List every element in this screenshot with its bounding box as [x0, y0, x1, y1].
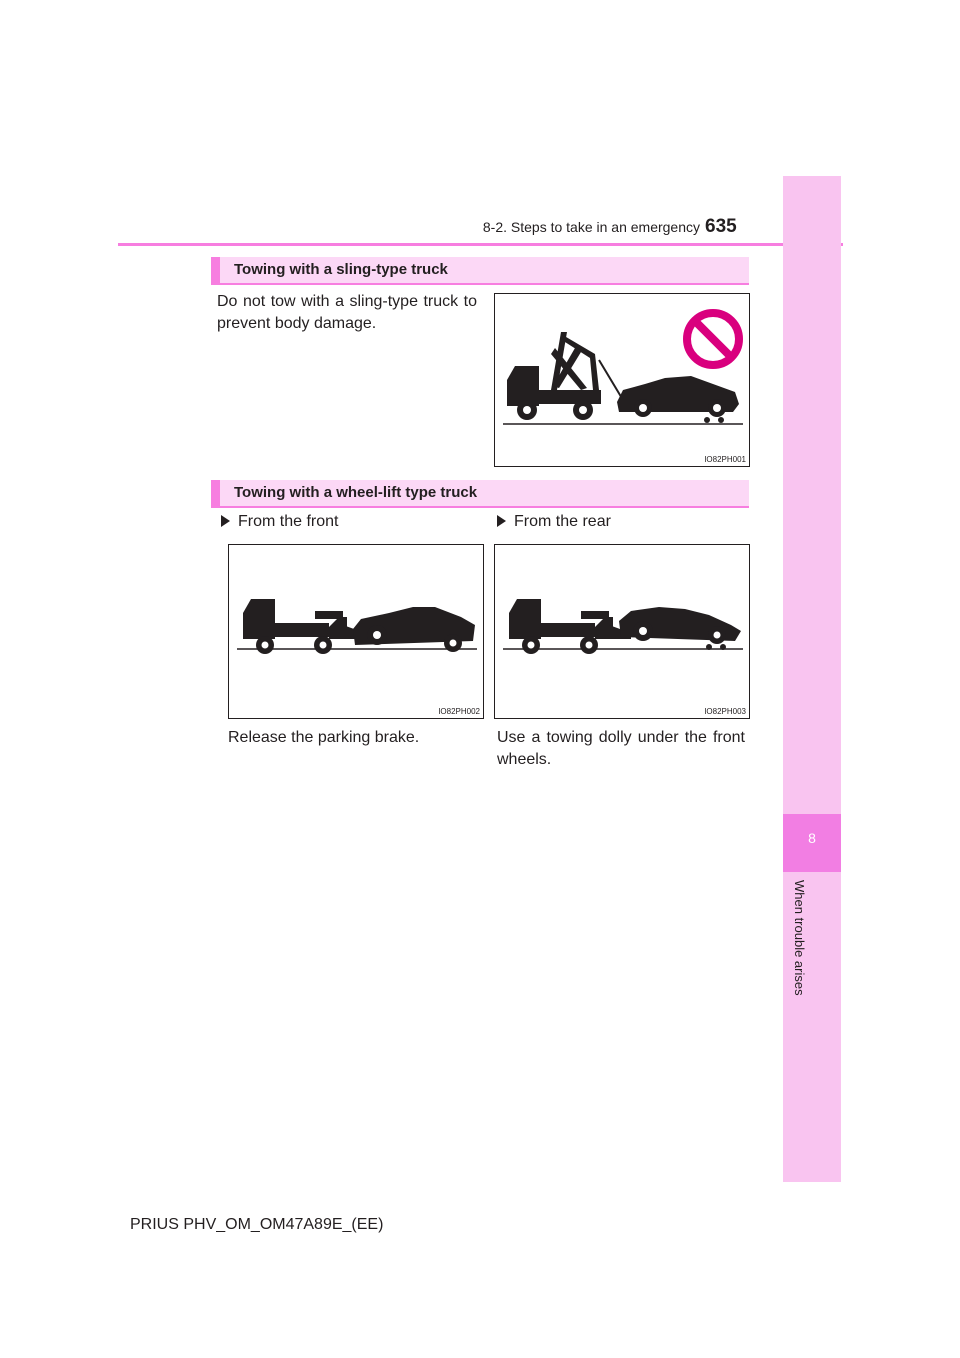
figure-sling-truck	[494, 293, 750, 467]
subhead-front	[221, 513, 338, 531]
sling-truck-illustration	[495, 294, 751, 468]
subhead-rear	[497, 513, 611, 531]
section-heading-wheel-lift	[211, 480, 749, 508]
figure-code: IO82PH003	[704, 707, 746, 716]
section-heading-sling	[211, 257, 749, 285]
car-icon	[617, 376, 739, 423]
sling-instruction-text: Do not tow with a sling-type truck to prevent body damage.	[217, 293, 477, 332]
header-divider	[118, 243, 843, 246]
prohibition-icon	[687, 313, 739, 365]
header-section-title: 8-2. Steps to take in an emergency	[482, 219, 700, 235]
chapter-label-text: When trouble arises	[792, 880, 807, 996]
subhead-rear-text: From the rear	[514, 513, 611, 530]
chapter-label	[786, 880, 812, 1050]
figure-wheel-lift-rear	[494, 544, 750, 719]
figure-code: IO82PH002	[438, 707, 480, 716]
figure-code: IO82PH001	[704, 455, 746, 464]
chapter-number-tab: 8	[783, 814, 841, 872]
manual-code: PRIUS PHV_OM_OM47A89E_(EE)	[130, 1216, 384, 1233]
tow-truck-icon	[509, 599, 631, 654]
wheel-lift-rear-illustration	[495, 545, 751, 720]
front-instruction-text: Release the parking brake.	[228, 729, 420, 746]
section-heading-sling-text: Towing with a sling-type truck	[234, 261, 448, 278]
figure-wheel-lift-front	[228, 544, 484, 719]
car-icon	[619, 607, 741, 650]
section-heading-wheel-lift-text: Towing with a wheel-lift type truck	[234, 484, 478, 501]
rear-instruction-text: Use a towing dolly under the front wheels.	[497, 729, 745, 768]
page-number: 635	[705, 216, 737, 237]
wheel-lift-front-illustration	[229, 545, 485, 720]
subhead-front-text: From the front	[238, 513, 339, 530]
tow-truck-icon	[243, 599, 365, 654]
triangle-bullet-icon	[221, 515, 230, 527]
tow-truck-icon	[507, 332, 623, 420]
triangle-bullet-icon	[497, 515, 506, 527]
car-icon	[353, 607, 475, 652]
